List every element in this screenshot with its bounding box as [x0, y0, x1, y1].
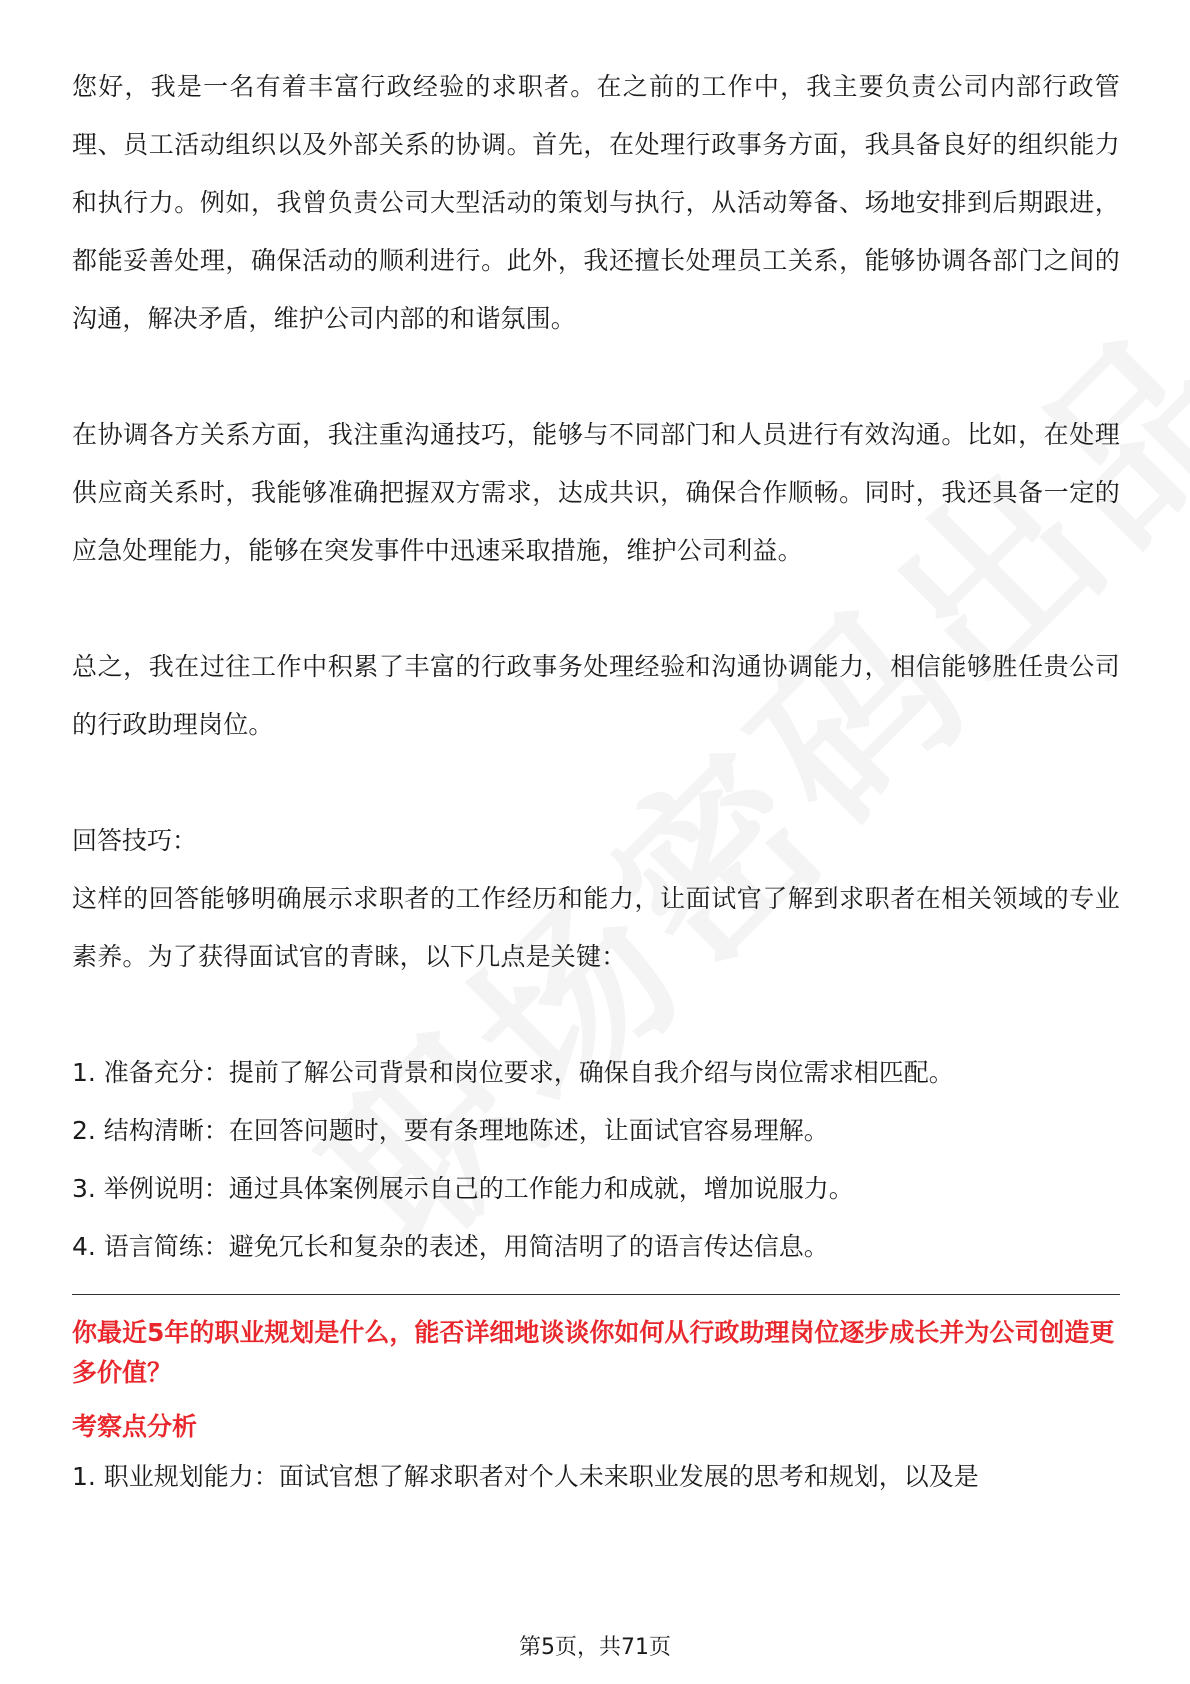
- paragraph-gap: [72, 348, 1120, 406]
- tips-list-item: 1. 准备充分：提前了解公司背景和岗位要求，确保自我介绍与岗位需求相匹配。: [72, 1058, 954, 1087]
- tips-list: [72, 1044, 1120, 1276]
- page-content: [72, 58, 1120, 1497]
- tips-intro: 这样的回答能够明确展示求职者的工作经历和能力，让面试官了解到求职者在相关领域的专业素养。为了获得面试官的青睐，以下几点是关键：: [72, 884, 1120, 971]
- analysis-heading: 考察点分析: [72, 1412, 198, 1441]
- answer-paragraph-3: 总之，我在过往工作中积累了丰富的行政事务处理经验和沟通协调能力，相信能够胜任贵公司的行政助理岗位。: [72, 652, 1120, 739]
- paragraph-gap: [72, 580, 1120, 638]
- tips-list-item: 2. 结构清晰：在回答问题时，要有条理地陈述，让面试官容易理解。: [72, 1116, 829, 1145]
- page-number: 第5页，共71页: [519, 1635, 671, 1660]
- section-divider: [72, 1294, 1120, 1295]
- analysis-item: 1. 职业规划能力：面试官想了解求职者对个人未来职业发展的思考和规划，以及是: [72, 1462, 979, 1491]
- answer-paragraph-1: 您好，我是一名有着丰富行政经验的求职者。在之前的工作中，我主要负责公司内部行政管理、员工活动组织以及外部关系的协调。首先，在处理行政事务方面，我具备良好的组织能力和执行力。例如，我曾负责公司大型活动的策划与执行，从活动筹备、场地安排到后期跟进，都能妥善处理，确保活动的顺利进行。此外，我还擅长处理员工关系，能够协调各部门之间的沟通，解决矛盾，维护公司内部的和谐氛围。: [72, 72, 1120, 333]
- tips-list-item: 3. 举例说明：通过具体案例展示自己的工作能力和成就，增加说服力。: [72, 1174, 854, 1203]
- paragraph-gap: [72, 986, 1120, 1044]
- tips-title: 回答技巧：: [72, 826, 198, 855]
- question-heading: 你最近5年的职业规划是什么，能否详细地谈谈你如何从行政助理岗位逐步成长并为公司创造更多价值？: [72, 1318, 1115, 1387]
- tips-list-item: 4. 语言简练：避免冗长和复杂的表述，用简洁明了的语言传达信息。: [72, 1232, 829, 1261]
- paragraph-gap: [72, 754, 1120, 812]
- answer-paragraph-2: 在协调各方关系方面，我注重沟通技巧，能够与不同部门和人员进行有效沟通。比如，在处理供应商关系时，我能够准确把握双方需求，达成共识，确保合作顺畅。同时，我还具备一定的应急处理能力，能够在突发事件中迅速采取措施，维护公司利益。: [72, 420, 1120, 565]
